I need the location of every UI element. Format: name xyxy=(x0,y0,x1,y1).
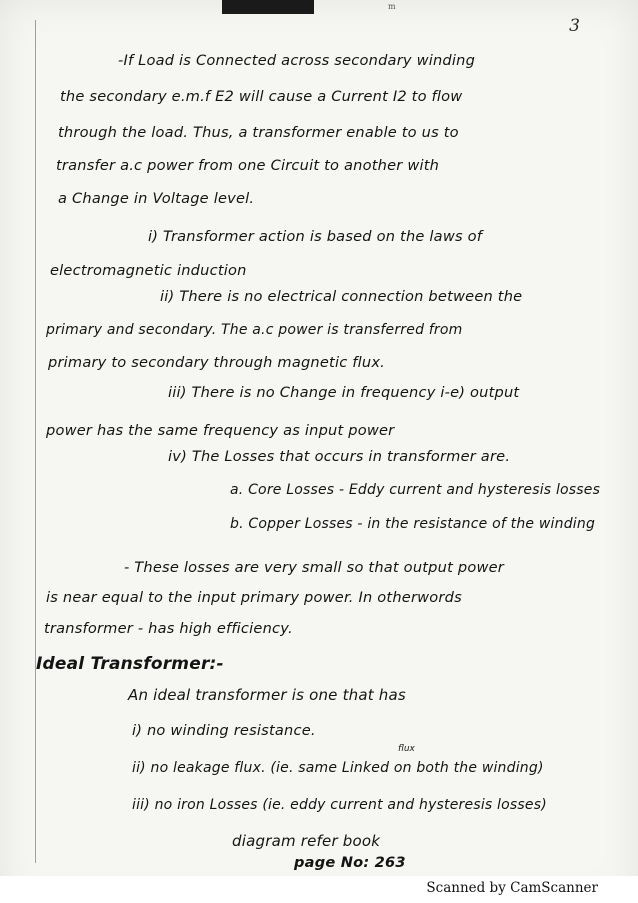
text-line: i) no winding resistance. xyxy=(132,722,316,739)
text-line: transfer a.c power from one Circuit to another with xyxy=(56,157,440,174)
text-line: primary to secondary through magnetic flux. xyxy=(48,354,386,371)
text-line: -If Load is Connected across secondary winding xyxy=(118,52,476,69)
text-line: b. Copper Losses - in the resistance of the winding xyxy=(230,516,596,532)
text-line: transformer - has high efficiency. xyxy=(44,620,293,637)
text-line: ii) no leakage flux. (ie. same Linked on both the winding) xyxy=(132,760,544,776)
text-line: the secondary e.m.f E2 will cause a Current I2 to flow xyxy=(60,88,463,105)
insertion-note: flux xyxy=(398,744,415,754)
text-line: electromagnetic induction xyxy=(50,262,247,279)
text-line: primary and secondary. The a.c power is transferred from xyxy=(46,322,463,338)
top-edge-mark xyxy=(222,0,314,14)
text-line: iv) The Losses that occurs in transformer are. xyxy=(168,448,511,465)
text-line: page No: 263 xyxy=(294,854,406,871)
text-line: diagram refer book xyxy=(232,832,381,850)
text-line: iii) no iron Losses (ie. eddy current and hysteresis losses) xyxy=(132,797,547,813)
text-line: a Change in Voltage level. xyxy=(58,190,255,207)
page-number: 3 xyxy=(569,16,580,36)
text-line: iii) There is no Change in frequency i-e) output xyxy=(168,384,520,401)
text-line: - These losses are very small so that output power xyxy=(124,559,504,576)
text-line: An ideal transformer is one that has xyxy=(128,686,406,704)
text-line: ii) There is no electrical connection between the xyxy=(160,288,523,305)
text-line: i) Transformer action is based on the laws of xyxy=(148,228,483,245)
scanner-watermark: Scanned by CamScanner xyxy=(426,880,598,896)
text-line: a. Core Losses - Eddy current and hysteresis losses xyxy=(230,482,601,498)
section-heading: Ideal Transformer:- xyxy=(36,654,224,674)
margin-line xyxy=(35,20,36,863)
text-line: is near equal to the input primary power. In otherwords xyxy=(46,589,462,606)
text-line: through the load. Thus, a transformer enable to us to xyxy=(58,124,459,141)
text-line: power has the same frequency as input power xyxy=(46,422,395,439)
top-tiny-mark: m xyxy=(388,2,396,11)
